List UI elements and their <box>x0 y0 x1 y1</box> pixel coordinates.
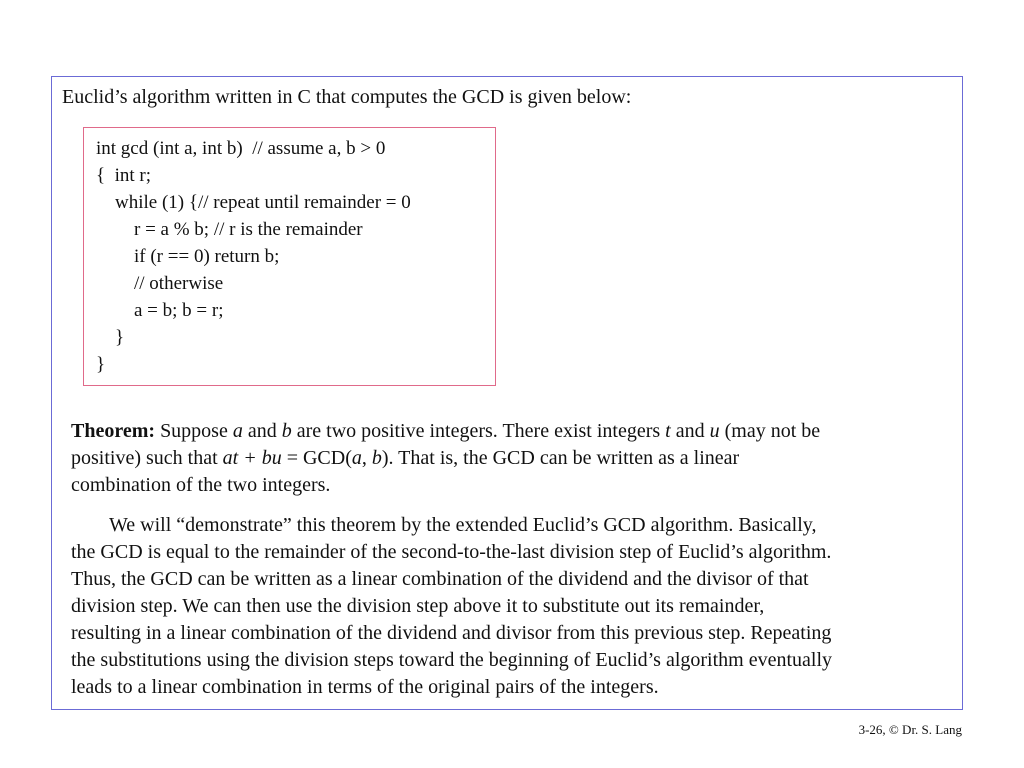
code-line: int gcd (int a, int b) // assume a, b > 0 <box>96 138 386 159</box>
theorem-var: b <box>281 420 292 442</box>
code-block <box>96 135 411 378</box>
theorem-expression: at + bu <box>222 447 282 469</box>
code-line: while (1) {// repeat until remainder = 0 <box>96 192 411 213</box>
theorem-var: a <box>351 447 362 469</box>
theorem-section <box>71 418 961 701</box>
code-line: { int r; <box>96 165 152 186</box>
theorem-text: = GCD( <box>281 447 352 469</box>
theorem-text: ). That is, the GCD can be written as a linear <box>381 447 740 469</box>
theorem-var: a <box>232 420 243 442</box>
explanation-paragraph <box>71 512 961 701</box>
explanation-line: We will “demonstrate” this theorem by the extended Euclid’s GCD algorithm. Basically, <box>109 514 817 536</box>
theorem-text: , <box>361 447 372 469</box>
code-line: if (r == 0) return b; <box>96 246 280 267</box>
code-line: } <box>96 327 125 348</box>
theorem-text: are two positive integers. There exist integers <box>291 420 666 442</box>
theorem-var: t <box>665 420 671 442</box>
intro-text: Euclid’s algorithm written in C that computes the GCD is given below: <box>62 86 632 108</box>
explanation-line: the substitutions using the division steps toward the beginning of Euclid’s algorithm eventually <box>71 649 833 671</box>
code-line: r = a % b; // r is the remainder <box>96 219 363 240</box>
explanation-line: Thus, the GCD can be written as a linear combination of the dividend and the divisor of that <box>71 568 809 590</box>
theorem-var: u <box>709 420 720 442</box>
code-line: } <box>96 354 106 375</box>
theorem-text: and <box>670 420 710 442</box>
theorem-text: (may not be <box>719 420 821 442</box>
explanation-line: division step. We can then use the division step above it to substitute out its remainder, <box>71 595 765 617</box>
theorem-label: Theorem: <box>71 420 156 442</box>
explanation-line: resulting in a linear combination of the dividend and divisor from this previous step. Repeating <box>71 622 832 644</box>
theorem-text: combination of the two integers. <box>71 474 331 496</box>
explanation-line: leads to a linear combination in terms of the original pairs of the integers. <box>71 676 659 698</box>
code-line: // otherwise <box>96 273 224 294</box>
explanation-line: the GCD is equal to the remainder of the second-to-the-last division step of Euclid’s algorithm. <box>71 541 832 563</box>
slide-footer: 3-26, © Dr. S. Lang <box>858 722 962 737</box>
theorem-text: Suppose <box>155 420 233 442</box>
theorem-text: and <box>242 420 282 442</box>
theorem-var: b <box>371 447 382 469</box>
theorem-paragraph <box>71 418 961 499</box>
theorem-text: positive) such that <box>71 447 223 469</box>
code-line: a = b; b = r; <box>96 300 224 321</box>
